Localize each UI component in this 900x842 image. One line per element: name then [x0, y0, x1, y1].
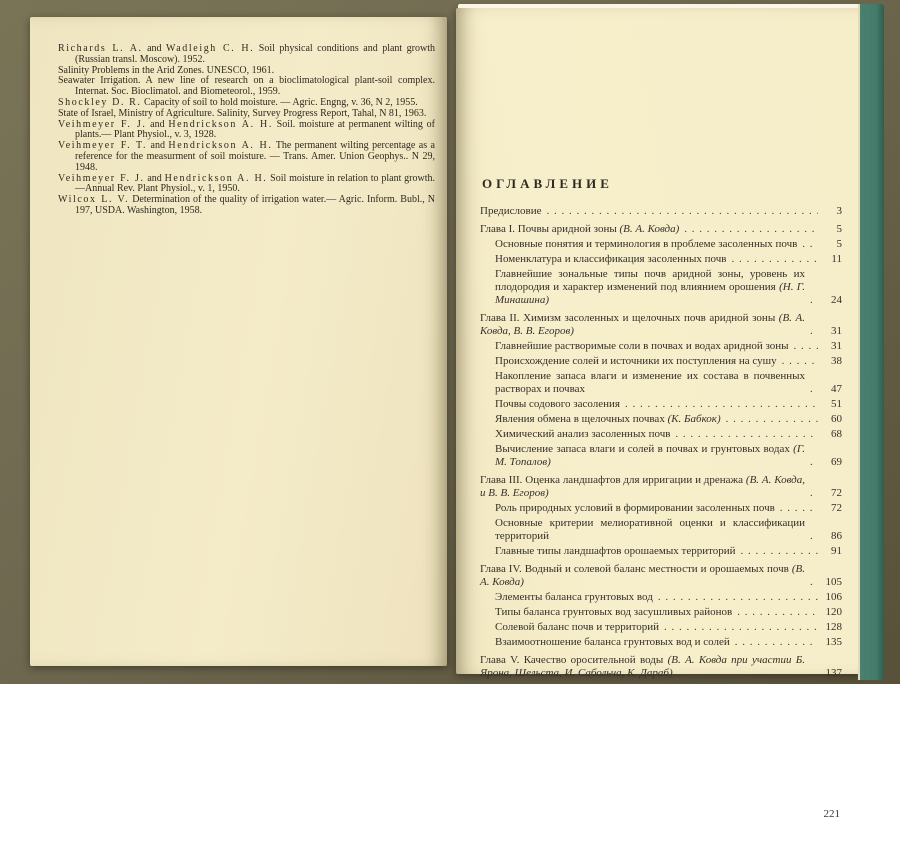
- book-cover-edge: [858, 4, 884, 680]
- toc-chapter-row: [480, 223, 842, 236]
- reference-author: Wilcox L. V.: [58, 194, 130, 206]
- reference-text: and: [146, 118, 169, 130]
- toc-page-number: 69: [831, 456, 842, 468]
- toc-entry-label: [495, 238, 797, 251]
- toc-entry-label: [495, 428, 670, 441]
- toc-entry-title: Почвы содового засоления: [495, 398, 620, 410]
- reference-author: Richards L. A.: [58, 43, 143, 54]
- toc-heading: ОГЛАВЛЕНИЕ: [482, 176, 613, 191]
- toc-page-content: [456, 176, 860, 842]
- toc-entry-title: Происхождение солей и источники их поступления на сушу: [495, 355, 777, 367]
- toc-page-number: 68: [831, 428, 842, 440]
- toc-page-number: 72: [831, 487, 842, 499]
- toc-entry-label: [480, 474, 805, 500]
- toc-entry-label: [495, 253, 726, 266]
- toc-entry-row: [480, 443, 842, 469]
- toc-entry-author: (Г. М. Топалов): [495, 443, 805, 468]
- toc-entry-title: Химический анализ засоленных почв: [495, 428, 671, 440]
- dot-leader: [731, 253, 818, 266]
- right-page: [456, 8, 860, 820]
- toc-entry-title: Взаимоотношение баланса грунтовых вод и солей: [495, 636, 730, 648]
- reference-author: Shockley D. R.: [58, 96, 142, 108]
- toc-entry-author: (В. А. Ковда при участии Б. Ярона, Шельста, И. Сабольча, К. Дараб): [480, 654, 806, 679]
- toc-chapter-row: [480, 312, 842, 338]
- toc-entry-label: [480, 223, 679, 236]
- dot-leader: [664, 621, 818, 634]
- toc-page-number: 72: [831, 502, 842, 514]
- toc-entry-author: (В. А. Ковда): [480, 563, 805, 588]
- toc-page-number: 38: [831, 355, 842, 367]
- toc-page-number: 47: [831, 383, 842, 395]
- toc-entry-row: [480, 502, 842, 515]
- toc-page-number: 105: [825, 576, 842, 588]
- toc-entry-label: [495, 443, 805, 469]
- toc-entry-title: Накопление запаса влаги и изменение их состава в почвенных растворах и почвах: [495, 370, 805, 395]
- toc-page-number: 120: [825, 606, 842, 618]
- reference-text: Soil physical conditions and plant growth (Russian transl. Moscow). 1952.: [75, 43, 435, 65]
- toc-list: [480, 205, 842, 680]
- toc-page-number: 5: [836, 238, 842, 250]
- toc-entry-title: Глава I. Почвы аридной зоны: [480, 223, 620, 235]
- reference-author: Wadleigh C. H.: [166, 43, 255, 54]
- reference-text: and: [144, 172, 165, 184]
- toc-entry-row: [480, 268, 842, 307]
- toc-entry-title: Основные критерии мелиоративной оценки и классификации территорий: [495, 517, 805, 542]
- dot-leader: [810, 325, 818, 338]
- toc-chapter-row: [480, 474, 842, 500]
- reference-text: The permanent wilting percentage as a reference for the measurment of soil moisture. — Trans. Amer. Union Geophys.. N 29, 1948.: [75, 140, 435, 173]
- toc-entry-label: [495, 636, 730, 649]
- toc-entry-author: (В. А. Ковда, В. В. Егоров): [480, 312, 805, 337]
- reference-text: Salinity Problems in the Arid Zones. UNESCO, 1961.: [58, 64, 275, 76]
- dot-leader: [684, 223, 818, 236]
- toc-entry-label: [495, 370, 805, 396]
- toc-page-number: 51: [831, 398, 842, 410]
- toc-page-number: 86: [831, 530, 842, 542]
- toc-entry-row: [480, 205, 842, 218]
- reference-text: Capacity of soil to hold moisture. — Agric. Engng, v. 36, N 2, 1955.: [141, 96, 418, 108]
- reference-item: [58, 174, 435, 196]
- toc-entry-label: [495, 606, 732, 619]
- toc-entry-row: [480, 413, 842, 426]
- toc-entry-title: Типы баланса грунтовых вод засушливых районов: [495, 606, 733, 618]
- dot-leader: [735, 636, 818, 649]
- dot-leader: [625, 398, 818, 411]
- reference-author: Veihmeyer F. J.: [58, 118, 147, 130]
- reference-text: Determination of the quality of irrigation water.— Agric. Inform. Bubl., N 197, USDA. Washington, 1958.: [75, 194, 436, 216]
- toc-entry-label: [495, 355, 777, 368]
- toc-entry-row: [480, 253, 842, 266]
- toc-entry-title: Явления обмена в щелочных почвах: [495, 413, 668, 425]
- reference-author: Veihmeyer F. J.: [58, 172, 145, 184]
- toc-entry-author: (В. А. Ковда): [619, 223, 680, 235]
- toc-page-number: 137: [825, 667, 842, 679]
- toc-page-number: 31: [831, 325, 842, 337]
- dot-leader: [726, 413, 818, 426]
- toc-entry-row: [480, 370, 842, 396]
- toc-entry-title: Основные понятия и терминология в проблеме засоленных почв: [495, 238, 798, 250]
- toc-entry-title: Элементы баланса грунтовых вод: [495, 591, 653, 603]
- toc-page-number: 60: [831, 413, 842, 425]
- reference-author: Hendrickson A. H.: [164, 172, 268, 184]
- toc-entry-label: [495, 268, 805, 307]
- toc-entry-row: [480, 355, 842, 368]
- toc-page-number: 31: [831, 340, 842, 352]
- reference-item: [58, 76, 435, 98]
- toc-entry-title: Вычисление запаса влаги и солей в почвах и грунтовых водах: [495, 443, 794, 455]
- dot-leader: [675, 428, 818, 441]
- dot-leader: [810, 487, 818, 500]
- dot-leader: [782, 355, 818, 368]
- toc-entry-label: [495, 621, 659, 634]
- references-list: [30, 17, 447, 217]
- dot-leader: [741, 545, 818, 558]
- toc-entry-label: [495, 502, 775, 515]
- reference-text: Soil. moisture at permanent wilting of plants.— Plant Physiol., v. 3, 1928.: [75, 118, 435, 141]
- toc-entry-label: [495, 340, 789, 353]
- page-number: 221: [823, 808, 840, 820]
- toc-entry-row: [480, 517, 842, 543]
- reference-text: and: [147, 140, 169, 152]
- dot-leader: [810, 456, 818, 469]
- toc-entry-title: Солевой баланс почв и территорий: [495, 621, 660, 633]
- toc-entry-row: [480, 428, 842, 441]
- toc-entry-author: (К. Бабкок): [667, 413, 721, 425]
- toc-entry-label: [480, 563, 805, 589]
- dot-leader: [658, 591, 818, 604]
- toc-page-number: 11: [831, 253, 842, 265]
- toc-entry-label: [495, 398, 620, 411]
- reference-item: [58, 195, 435, 217]
- toc-entry-label: [495, 545, 736, 558]
- dot-leader: [810, 576, 818, 589]
- reference-text: State of Israel, Ministry of Agriculture. Salinity, Survey Progress Report, Tahal, N 81, 1963.: [58, 107, 427, 119]
- toc-page-number: 3: [836, 205, 842, 217]
- toc-page-number: 5: [836, 223, 842, 235]
- toc-entry-row: [480, 238, 842, 251]
- toc-entry-title: Главнейшие зональные типы почв аридной зоны, уровень их плодородия и характер изменений под влиянием орошения: [495, 268, 805, 293]
- toc-entry-row: [480, 621, 842, 634]
- dot-leader: [810, 667, 818, 680]
- dot-leader: [810, 383, 818, 396]
- toc-page-number: 128: [825, 621, 842, 633]
- toc-entry-title: Предисловие: [480, 205, 542, 217]
- reference-author: Veihmeyer F. T.: [58, 140, 148, 152]
- toc-entry-row: [480, 636, 842, 649]
- dot-leader: [810, 294, 818, 307]
- toc-page-number: 135: [825, 636, 842, 648]
- toc-entry-label: [495, 591, 653, 604]
- dot-leader: [810, 530, 818, 543]
- dot-leader: [802, 238, 818, 251]
- left-page: [30, 17, 447, 666]
- toc-entry-row: [480, 591, 842, 604]
- toc-page-number: 24: [831, 294, 842, 306]
- reference-author: Hendrickson A. H.: [168, 140, 273, 152]
- toc-entry-title: Главные типы ландшафтов орошаемых территорий: [495, 545, 736, 557]
- dot-leader: [737, 606, 818, 619]
- toc-chapter-row: [480, 654, 842, 680]
- toc-entry-label: [480, 312, 805, 338]
- toc-page-number: 106: [825, 591, 842, 603]
- toc-entry-row: [480, 398, 842, 411]
- toc-entry-author: (В. А. Ковда, и В. В. Егоров): [480, 474, 805, 499]
- reference-author: Hendrickson A. H.: [168, 118, 273, 130]
- toc-entry-label: [495, 517, 805, 543]
- reference-text: Seawater Irrigation. A new line of research on a bioclimatological plant-soil complex. Internat. Soc. Bioclimatol. and Biometeorol., 1959.: [58, 75, 435, 98]
- toc-entry-title: Глава IV. Водный и солевой баланс местности и орошаемых почв: [480, 563, 792, 575]
- toc-entry-row: [480, 545, 842, 558]
- toc-entry-author: (Н. Г. Минашина): [495, 281, 805, 306]
- toc-entry-label: [495, 413, 721, 426]
- reference-item: [58, 120, 435, 142]
- toc-entry-title: Глава II. Химизм засоленных и щелочных почв аридной зоны: [480, 312, 779, 324]
- toc-entry-label: [480, 654, 805, 680]
- toc-chapter-row: [480, 563, 842, 589]
- toc-page-number: 91: [831, 545, 842, 557]
- toc-entry-title: Глава V. Качество оросительной воды: [480, 654, 668, 666]
- toc-entry-title: Роль природных условий в формировании засоленных почв: [495, 502, 775, 514]
- toc-entry-label: [480, 205, 542, 218]
- dot-leader: [794, 340, 818, 353]
- toc-entry-row: [480, 606, 842, 619]
- toc-entry-title: Главнейшие растворимые соли в почвах и водах аридной зоны: [495, 340, 789, 352]
- dot-leader: [547, 205, 819, 218]
- toc-entry-row: [480, 340, 842, 353]
- reference-item: [58, 44, 435, 66]
- reference-text: Soil moisture in relation to plant growth. —Annual Rev. Plant Physiol., v. 1, 1950.: [75, 172, 435, 195]
- toc-entry-title: Номенклатура и классификация засоленных почв: [495, 253, 727, 265]
- reference-text: and: [142, 43, 167, 54]
- dot-leader: [780, 502, 818, 515]
- reference-item: [58, 141, 435, 173]
- toc-entry-title: Глава III. Оценка ландшафтов для ирригации и дренажа: [480, 474, 746, 486]
